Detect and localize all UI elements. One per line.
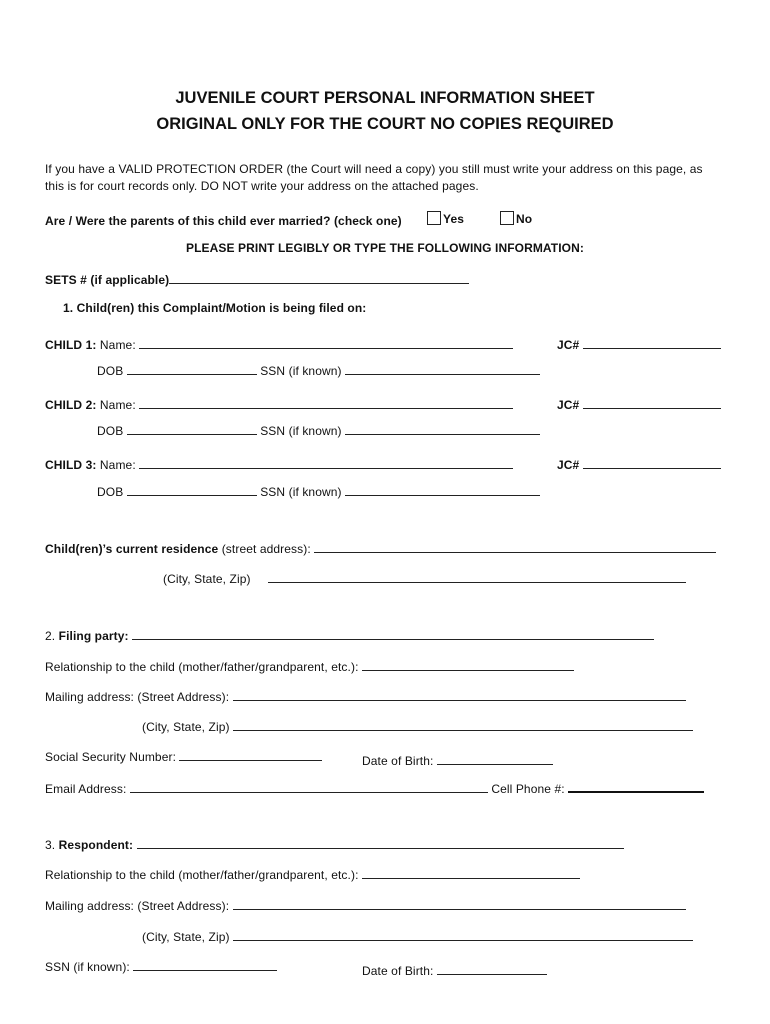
- no-checkbox[interactable]: [500, 211, 514, 225]
- filing-city-field: [142, 719, 693, 734]
- child2-ssn-label: SSN (if known): [260, 424, 342, 438]
- filing-ssn-label: Social Security Number:: [45, 750, 177, 764]
- respondent-field: [45, 837, 624, 852]
- child1-jc-input[interactable]: [583, 337, 721, 349]
- filing-dob-input[interactable]: [437, 753, 553, 765]
- child1-jc-field: [557, 337, 721, 352]
- respondent-city-input[interactable]: [233, 929, 693, 941]
- filing-email-input[interactable]: [130, 781, 488, 793]
- child1-name-label: Name:: [99, 338, 136, 352]
- child1-dob-label: DOB: [97, 364, 124, 378]
- child3-name-label: Name:: [99, 458, 136, 472]
- form-title: JUVENILE COURT PERSONAL INFORMATION SHEET: [175, 89, 595, 107]
- child2-dob-input[interactable]: [127, 423, 257, 435]
- respondent-city-field: [142, 929, 693, 944]
- filing-ssn-input[interactable]: [179, 749, 322, 761]
- filing-relationship-label: Relationship to the child (mother/father/grandparent, etc.):: [45, 660, 359, 674]
- filing-city-label: (City, State, Zip): [142, 720, 230, 734]
- filing-ssn-field: [45, 749, 322, 764]
- child3-jc-input[interactable]: [583, 457, 721, 469]
- filing-mailing-field: [45, 689, 686, 704]
- residence-label-bold: Child(ren)’s current residence: [45, 542, 219, 556]
- child3-jc-label: JC#: [557, 458, 580, 472]
- no-label: No: [516, 212, 533, 226]
- filing-party-number: 2.: [45, 629, 56, 643]
- child2-jc-label: JC#: [557, 398, 580, 412]
- filing-email-label: Email Address:: [45, 782, 127, 796]
- filing-relationship-input[interactable]: [362, 659, 574, 671]
- filing-mailing-input[interactable]: [233, 689, 686, 701]
- intro-text-line2: this is for court records only. DO NOT write your address on the attached pages.: [45, 179, 479, 193]
- respondent-relationship-field: [45, 867, 580, 882]
- print-instruction: PLEASE PRINT LEGIBLY OR TYPE THE FOLLOWING INFORMATION:: [186, 241, 584, 255]
- child2-jc-field: [557, 397, 721, 412]
- respondent-mailing-label: Mailing address: (Street Address):: [45, 899, 230, 913]
- filing-city-input[interactable]: [233, 719, 693, 731]
- residence-city-input[interactable]: [268, 571, 686, 583]
- respondent-ssn-input[interactable]: [133, 959, 277, 971]
- child3-name-field: [45, 457, 513, 472]
- filing-party-input[interactable]: [132, 628, 654, 640]
- child1-ssn-label: SSN (if known): [260, 364, 342, 378]
- respondent-city-label: (City, State, Zip): [142, 930, 230, 944]
- respondent-mailing-input[interactable]: [233, 898, 686, 910]
- child1-ssn-input[interactable]: [345, 363, 540, 375]
- child2-name-input[interactable]: [139, 397, 513, 409]
- residence-field: [45, 541, 716, 556]
- married-no-option[interactable]: [500, 211, 532, 226]
- respondent-relationship-label: Relationship to the child (mother/father/grandparent, etc.):: [45, 868, 359, 882]
- child1-label: CHILD 1:: [45, 338, 97, 352]
- sets-label: SETS # (if applicable): [45, 273, 170, 287]
- child3-jc-field: [557, 457, 721, 472]
- child2-name-label: Name:: [99, 398, 136, 412]
- sets-field: [45, 272, 469, 287]
- child2-ssn-input[interactable]: [345, 423, 540, 435]
- intro-text-line1: If you have a VALID PROTECTION ORDER (the Court will need a copy) you still must write your address on this page, as: [45, 162, 703, 176]
- respondent-input[interactable]: [137, 837, 624, 849]
- child3-ssn-label: SSN (if known): [260, 485, 342, 499]
- respondent-number: 3.: [45, 838, 56, 852]
- child3-ssn-input[interactable]: [345, 484, 540, 496]
- child1-dob-input[interactable]: [127, 363, 257, 375]
- sets-input[interactable]: [169, 272, 469, 284]
- filing-dob-field: [362, 753, 553, 768]
- yes-checkbox[interactable]: [427, 211, 441, 225]
- child1-jc-label: JC#: [557, 338, 580, 352]
- child3-name-input[interactable]: [139, 457, 513, 469]
- child1-name-input[interactable]: [139, 337, 513, 349]
- residence-city-label: (City, State, Zip): [163, 572, 251, 586]
- child2-name-field: [45, 397, 513, 412]
- child2-dob-label: DOB: [97, 424, 124, 438]
- child1-name-field: [45, 337, 513, 352]
- child1-dob-ssn-field: [97, 363, 540, 378]
- respondent-ssn-field: [45, 959, 277, 974]
- filing-cell-input[interactable]: [568, 780, 704, 793]
- form-subtitle: ORIGINAL ONLY FOR THE COURT NO COPIES REQUIRED: [156, 115, 614, 133]
- respondent-dob-label: Date of Birth:: [362, 964, 434, 978]
- child3-dob-label: DOB: [97, 485, 124, 499]
- respondent-relationship-input[interactable]: [362, 867, 580, 879]
- respondent-mailing-field: [45, 898, 686, 913]
- child3-label: CHILD 3:: [45, 458, 97, 472]
- filing-mailing-label: Mailing address: (Street Address):: [45, 690, 230, 704]
- child2-dob-ssn-field: [97, 423, 540, 438]
- section1-heading: 1. Child(ren) this Complaint/Motion is being filed on:: [63, 301, 367, 315]
- filing-party-label: Filing party:: [58, 629, 129, 643]
- respondent-dob-field: [362, 963, 547, 978]
- child2-jc-input[interactable]: [583, 397, 721, 409]
- married-question: Are / Were the parents of this child ever married? (check one): [45, 214, 402, 228]
- child3-dob-ssn-field: [97, 484, 540, 499]
- filing-relationship-field: [45, 659, 574, 674]
- child2-label: CHILD 2:: [45, 398, 97, 412]
- residence-street-input[interactable]: [314, 541, 716, 553]
- respondent-ssn-label: SSN (if known):: [45, 960, 130, 974]
- filing-email-field: [45, 780, 704, 796]
- residence-label-rest: (street address):: [218, 542, 311, 556]
- filing-cell-label: Cell Phone #:: [491, 782, 565, 796]
- filing-party-field: [45, 628, 654, 643]
- filing-dob-label: Date of Birth:: [362, 754, 434, 768]
- child3-dob-input[interactable]: [127, 484, 257, 496]
- yes-label: Yes: [443, 212, 464, 226]
- respondent-dob-input[interactable]: [437, 963, 547, 975]
- respondent-label: Respondent:: [58, 838, 134, 852]
- married-yes-option[interactable]: [427, 211, 464, 226]
- residence-city-field: [163, 571, 686, 586]
